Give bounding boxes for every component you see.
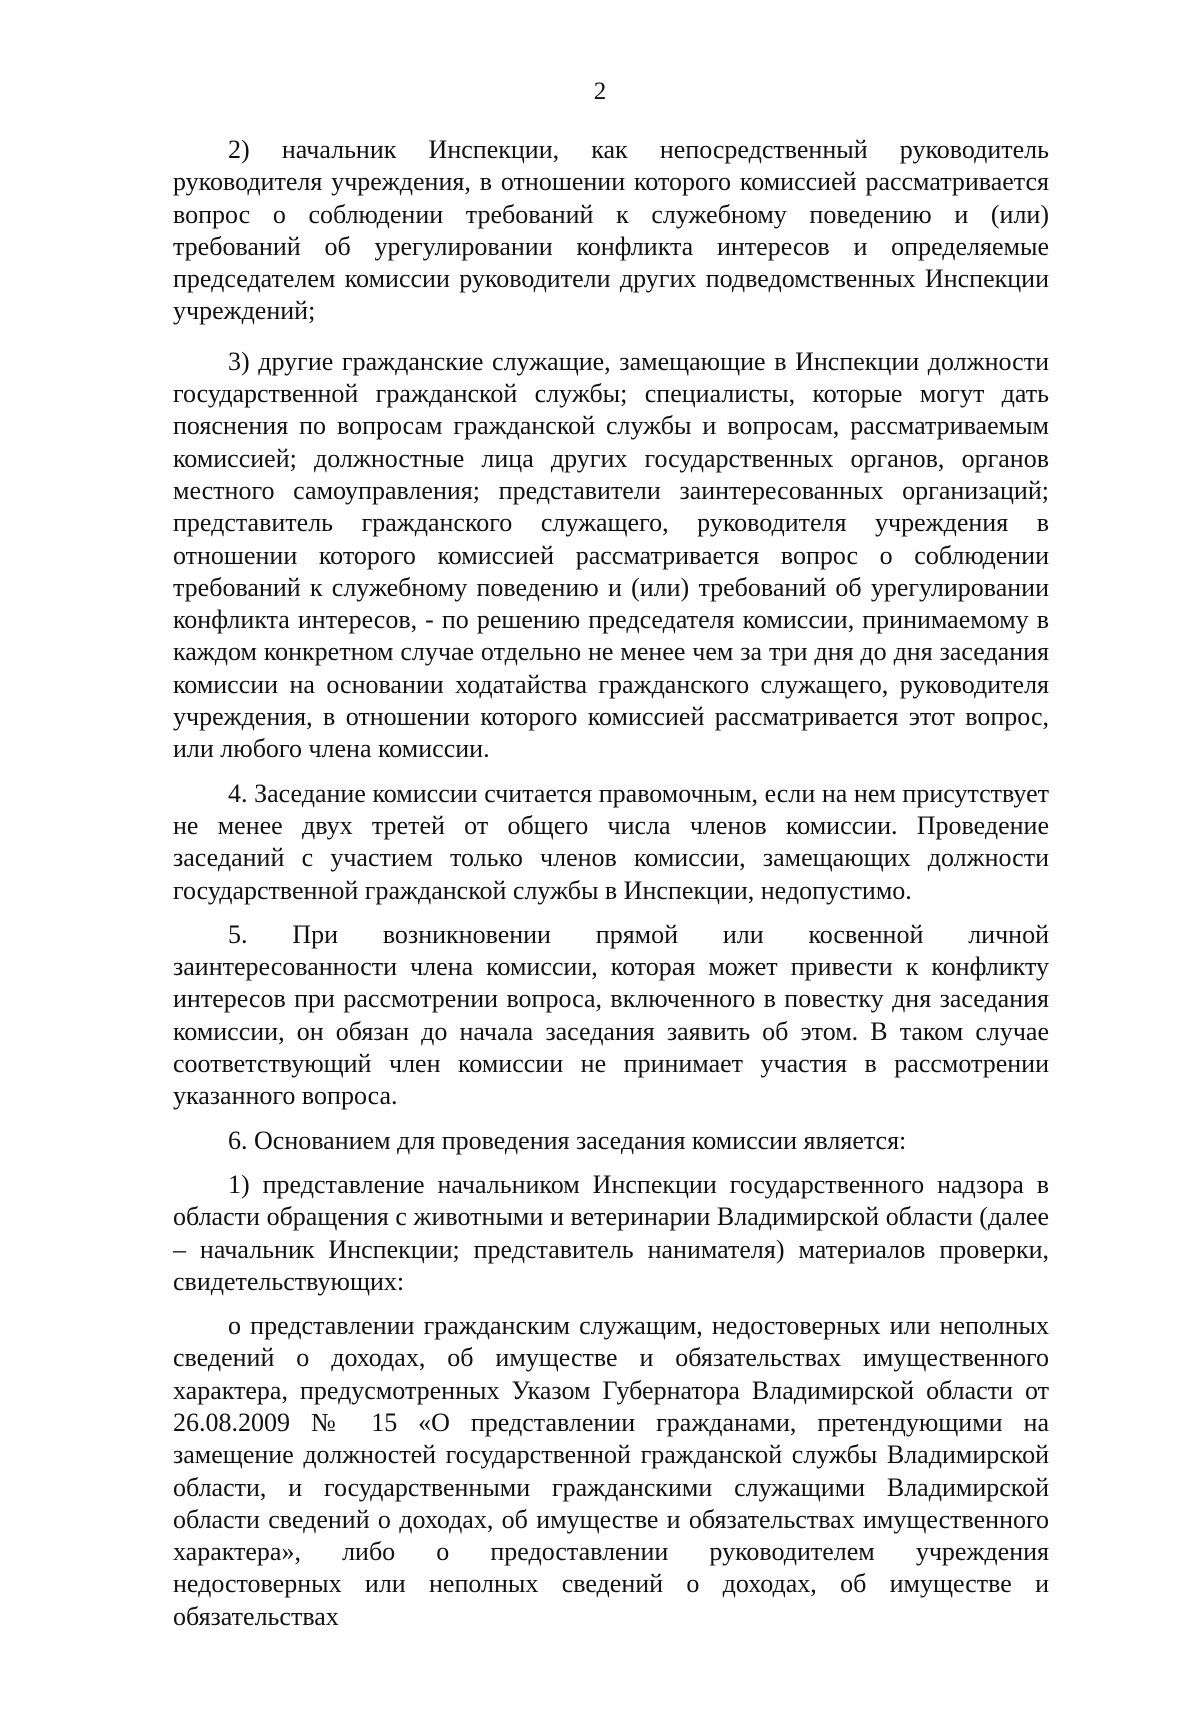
paragraph-item-2: 2) начальник Инспекции, как непосредственный руководитель руководителя учреждения, в отношении которого комиссией рассматривается вопрос о соблюдении требований к служебному поведению и (или) требований об урегулировании конфликта интересов и определяемые председателем комиссии руководители других подведомственных Инспекции учреждений; bbox=[173, 135, 1049, 326]
document-body bbox=[173, 134, 1049, 1633]
paragraph-clause-6: 6. Основанием для проведения заседания комиссии является: bbox=[228, 1125, 907, 1155]
page-number: 2 bbox=[593, 78, 607, 105]
paragraph-item-3: 3) другие гражданские служащие, замещающие в Инспекции должности государственной гражданской службы; специалисты, которые могут дать пояснения по вопросам гражданской службы и вопросам, рассматриваемым комиссией; должностные лица других государственных органов, органов местного самоуправления; представители заинтересованных организаций; представитель гражданского служащего, руководителя учреждения в отношении которого комиссией рассматривается вопрос о соблюдении требований к служебному поведению и (или) требований об урегулировании конфликта интересов, - по решению председателя комиссии, принимаемому в каждом конкретном случае отдельно не менее чем за три дня до дня заседания комиссии на основании ходатайства гражданского служащего, руководителя учреждения, в отношении которого комиссией рассматривается этот вопрос, или любого члена комиссии. bbox=[173, 346, 1049, 764]
paragraph-clause-5: 5. При возникновении прямой или косвенной личной заинтересованности члена комиссии, которая может привести к конфликту интересов при рассмотрении вопроса, включенного в повестку дня заседания комиссии, он обязан до начала заседания заявить об этом. В таком случае соответствующий член комиссии не принимает участия в рассмотрении указанного вопроса. bbox=[173, 919, 1049, 1111]
paragraph-clause-6-item-1-detail: о представлении гражданским служащим, недостоверных или неполных сведений о доходах, об имуществе и обязательствах имущественного характера, предусмотренных Указом Губернатора Владимирской области от 26.08.2009 № 15 «О представлении гражданами, претендующими на замещение должностей государственной гражданской службы Владимирской области, и государственными гражданскими служащими Владимирской области сведений о доходах, об имуществе и обязательствах имущественного характера», либо о предоставлении руководителем учреждения недостоверных или неполных сведений о доходах, об имуществе и обязательствах bbox=[173, 1311, 1049, 1631]
paragraph-clause-6-item-1: 1) представление начальником Инспекции государственного надзора в области обращения с животными и ветеринарии Владимирской области (далее – начальник Инспекции; представитель нанимателя) материалов проверки, свидетельствующих: bbox=[173, 1169, 1049, 1296]
paragraph-clause-4: 4. Заседание комиссии считается правомочным, если на нем присутствует не менее двух третей от общего числа членов комиссии. Проведение заседаний с участием только членов комиссии, замещающих должности государственной гражданской службы в Инспекции, недопустимо. bbox=[173, 778, 1049, 905]
